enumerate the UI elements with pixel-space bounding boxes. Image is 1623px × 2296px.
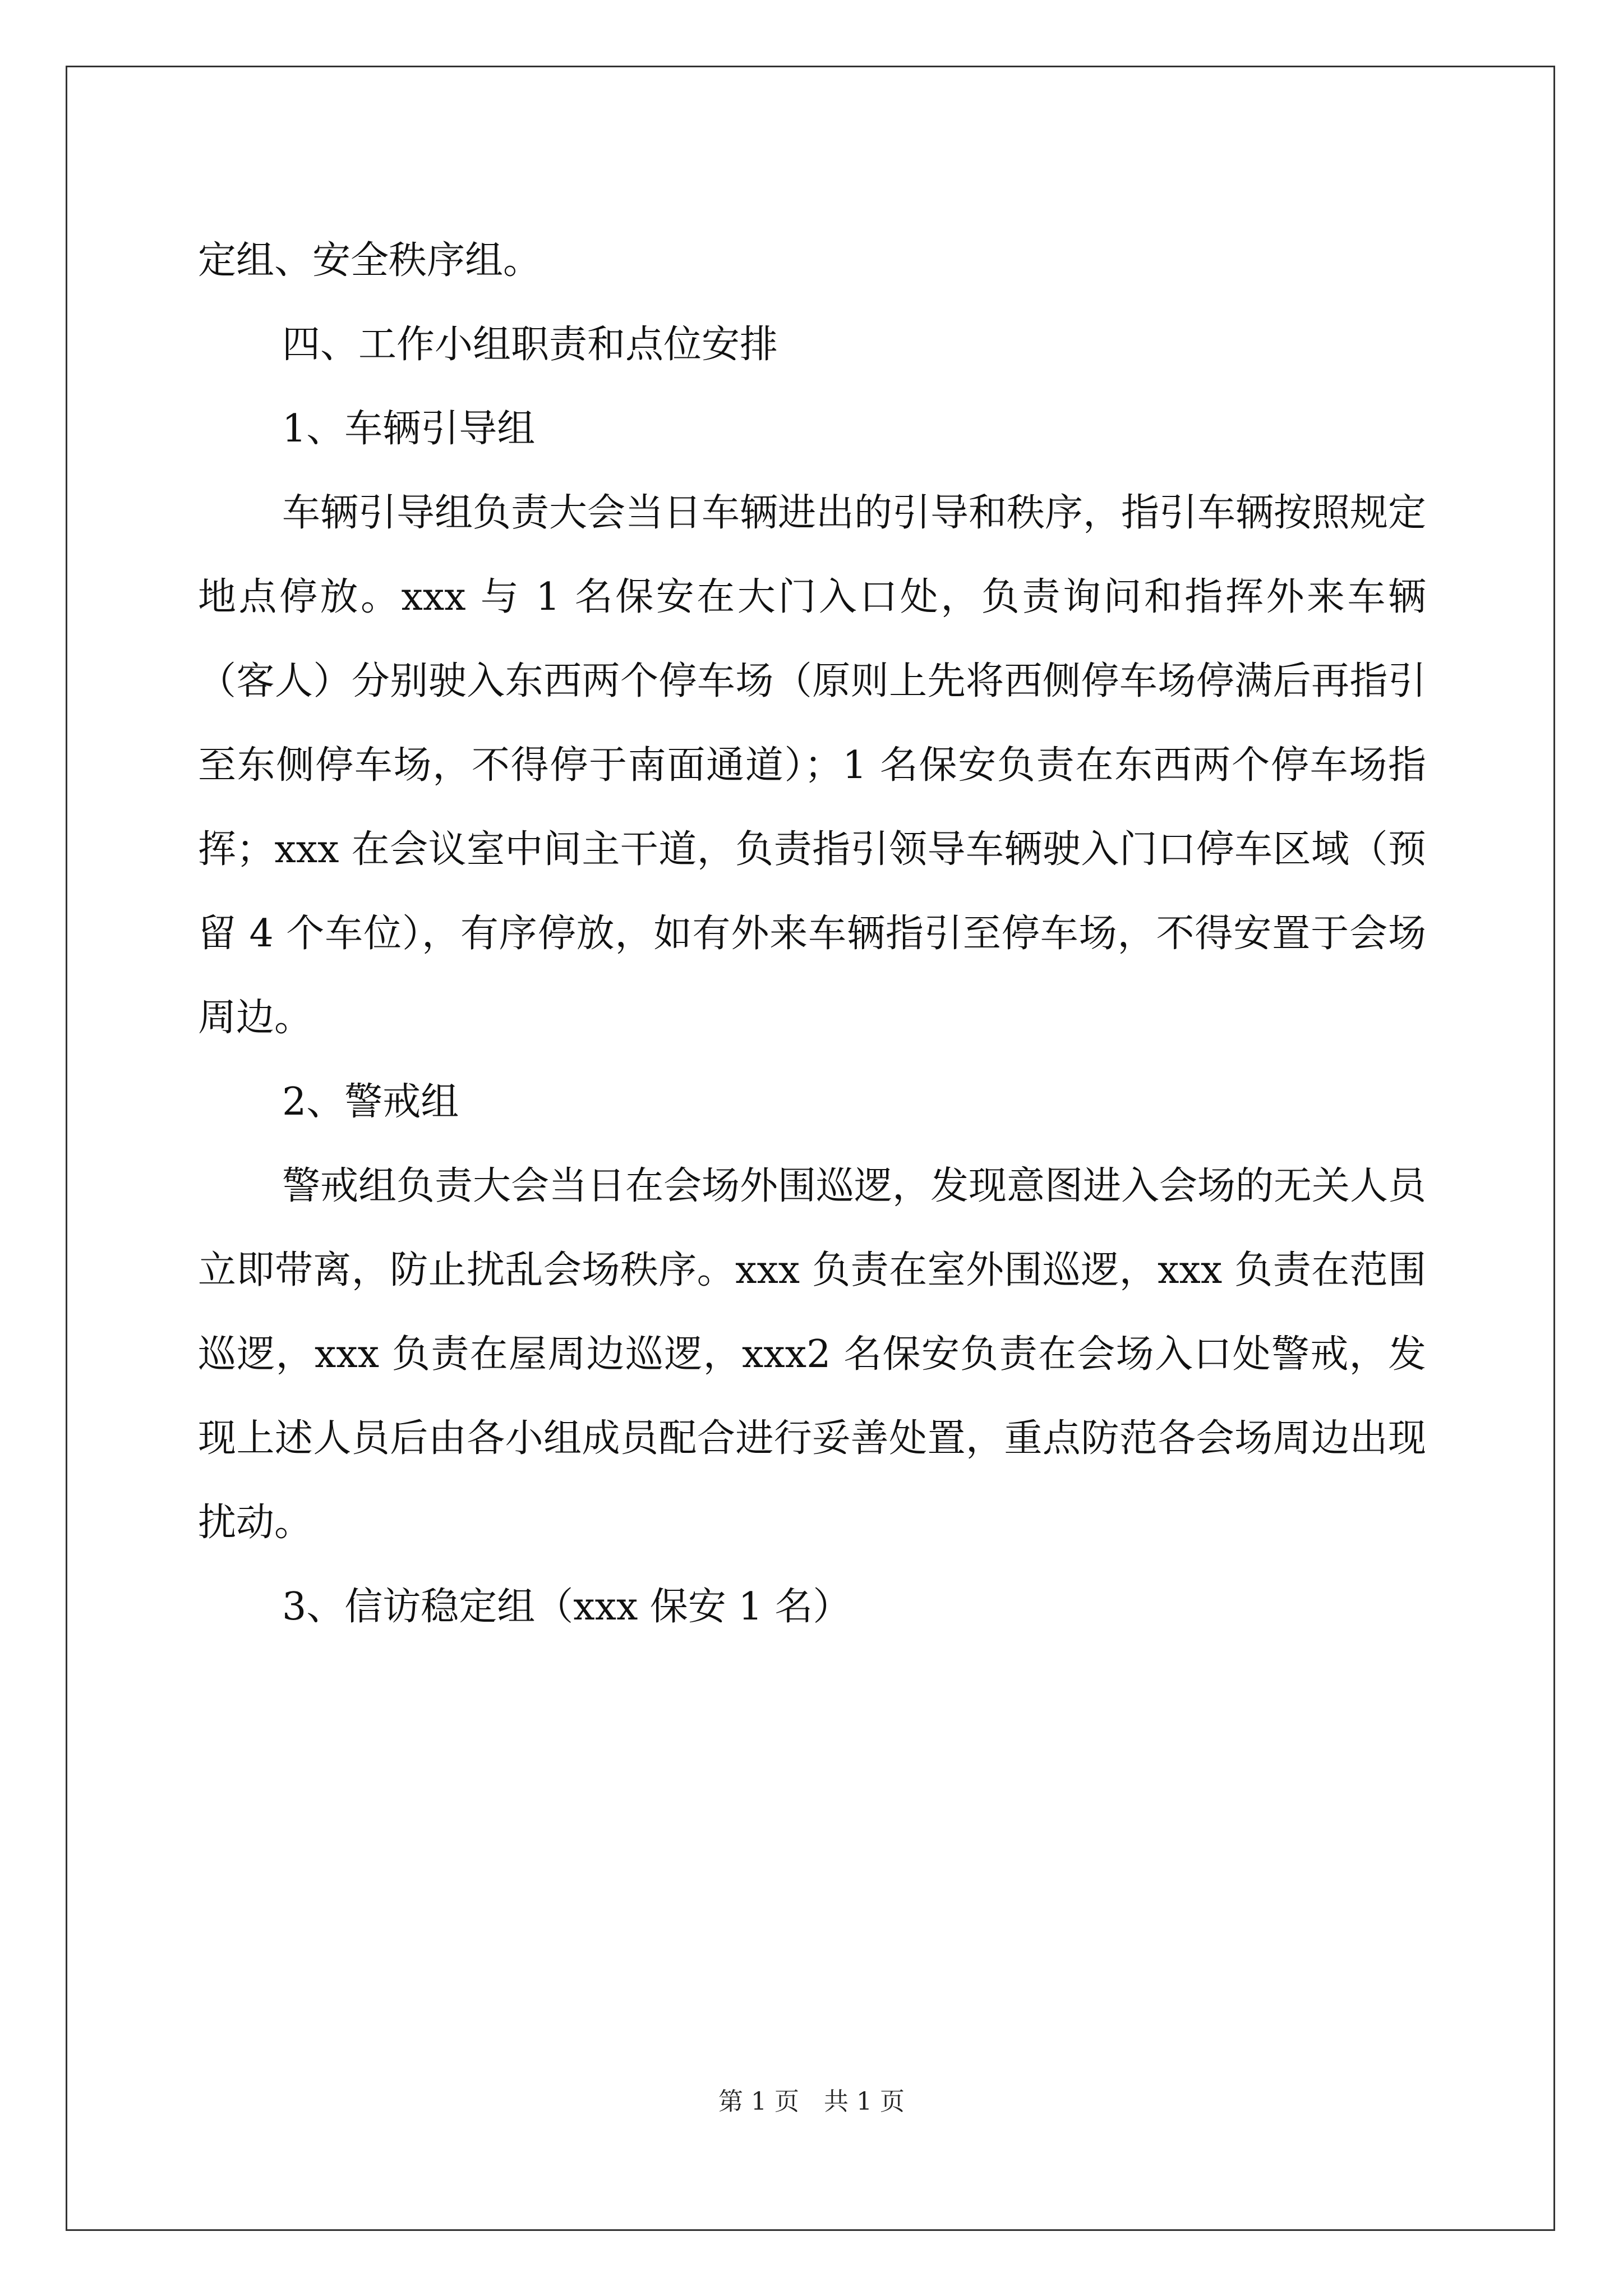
document-body [198, 219, 1426, 1649]
subsection-heading-petition-stability: 3、信访稳定组（xxx 保安 1 名） [282, 1585, 851, 1629]
page-number-footer: 第 1 页 共 1 页 [718, 2087, 905, 2116]
subsection-heading-vehicle-guidance: 1、车辆引导组 [282, 407, 536, 451]
subsection-heading-security-patrol: 2、警戒组 [282, 1080, 459, 1124]
paragraph-security-patrol: 警戒组负责大会当日在会场外围巡逻，发现意图进入会场的无关人员立即带离，防止扰乱会场秩序。xxx 负责在室外围巡逻，xxx 负责在范围巡逻，xxx 负责在屋周边巡逻，xxx2 名保安负责在会场入口处警戒，发现上述人员后由各小组成员配合进行妥善处置，重点防范各会场周边出现扰动。 [198, 1164, 1427, 1545]
paragraph-continuation: 定组、安全秩序组。 [198, 238, 542, 283]
section-heading: 四、工作小组职责和点位安排 [282, 323, 778, 367]
paragraph-vehicle-guidance: 车辆引导组负责大会当日车辆进出的引导和秩序，指引车辆按照规定地点停放。xxx 与 1 名保安在大门入口处，负责询问和指挥外来车辆（客人）分别驶入东西两个停车场（原则上先将西侧停车场停满后再指引至东侧停车场，不得停于南面通道）；1 名保安负责在东西两个停车场指挥；xxx 在会议室中间主干道，负责指引领导车辆驶入门口停车区域（预留 4 个车位），有序停放，如有外来车辆指引至停车场，不得安置于会场周边。 [198, 491, 1427, 1040]
